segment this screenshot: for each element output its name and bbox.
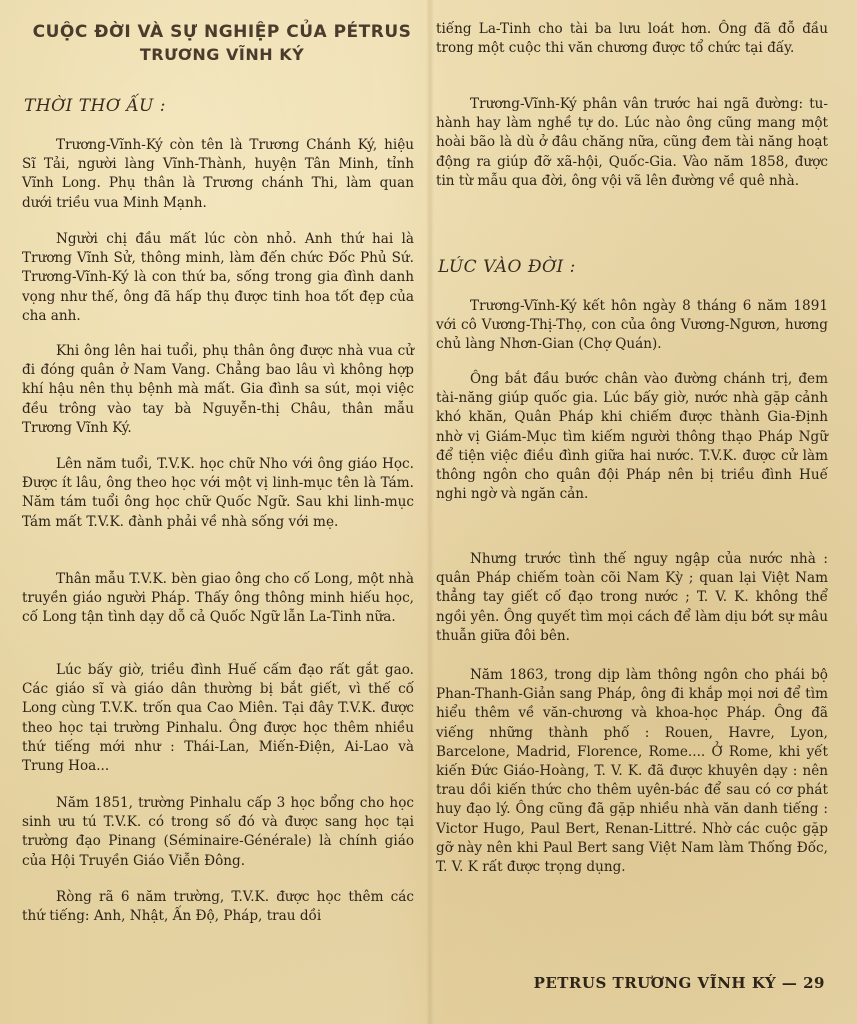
page-fold-shadow — [426, 0, 434, 1024]
paragraph: Nhưng trước tình thế nguy ngập của nước nhà : quân Pháp chiếm toàn cõi Nam Kỳ ; quan lại Việt Nam thẳng tay giết cố đạo trong nước ; T. V. K. không thể ngồi yên. Ông quyết tìm mọi cách để làm dịu bớt sự mâu thuẫn giữa đôi bên. — [436, 551, 828, 644]
paragraph: Trương-Vĩnh-Ký còn tên là Trương Chánh Ký, hiệu Sĩ Tải, người làng Vĩnh-Thành, huyện Tân Minh, tỉnh Vĩnh Long. Phụ thân là Trương chánh Thi, làm quan dưới triều vua Minh Mạnh. — [22, 137, 414, 211]
paragraph: Trương-Vĩnh-Ký kết hôn ngày 8 tháng 6 năm 1891 với cô Vương-Thị-Thọ, con của ông Vương-Ngươn, hương chủ làng Nhơn-Gian (Chợ Quán). — [436, 298, 828, 353]
page-title-line-1: CUỘC ĐỜI VÀ SỰ NGHIỆP CỦA PÉTRUS — [32, 22, 412, 42]
section-heading-childhood: THỜI THƠ ẤU : — [24, 96, 166, 116]
paragraph: Thân mẫu T.V.K. bèn giao ông cho cố Long, một nhà truyền giáo người Pháp. Thấy ông thông minh hiếu học, cố Long tận tình dạy dỗ cả Quốc Ngữ lẫn La-Tinh nữa. — [22, 571, 414, 626]
section-heading-adult-life: LÚC VÀO ĐỜI : — [438, 257, 576, 277]
paragraph: Năm 1863, trong dịp làm thông ngôn cho phái bộ Phan-Thanh-Giản sang Pháp, ông đi khắp mọi nơi để tìm hiểu thêm về văn-chương và khoa-học Pháp. Ông đã viếng những thành phố : Rouen, Havre, Lyon, Barcelone, Madrid, Florence, Rome.... Ở Rome, khi yết kiến Đức Giáo-Hoàng, T. V. K. đã được khuyên dạy : nên trau dồi kiến thức cho thêm uyên-bác để sau có cơ phát huy đạo lý. Ông cũng đã gặp nhiều nhà văn danh tiếng : Victor Hugo, Paul Bert, Renan-Littré. Nhờ các cuộc gặp gỡ này nên khi Paul Bert sang Việt Nam làm Thống Đốc, T. V. K rất được trọng dụng. — [436, 667, 828, 876]
paragraph: Năm 1851, trường Pinhalu cấp 3 học bổng cho học sinh ưu tú T.V.K. có trong số đó và được sang học tại trường đạo Pinang (Séminaire-Générale) là chính giáo của Hội Truyền Giáo Viễn Đông. — [22, 795, 414, 869]
running-title: PETRUS TRƯƠNG VĨNH KÝ — — [533, 974, 798, 992]
page-number: 29 — [803, 974, 825, 992]
paragraph: Lúc bấy giờ, triều đình Huế cấm đạo rất gắt gao. Các giáo sĩ và giáo dân thường bị bắt giết, vì thế cố Long cùng T.V.K. trốn qua Cao Miên. Tại đây T.V.K. được theo học tại trường Pinhalu. Ông được học thêm nhiều thứ tiếng mới như : Thái-Lan, Miến-Điện, Ai-Lao và Trung Hoa... — [22, 662, 414, 775]
paragraph-continued: tiếng La-Tinh cho tài ba lưu loát hơn. Ông đã đỗ đầu trong một cuộc thi văn chương được tổ chức tại đấy. — [436, 21, 828, 57]
paragraph: Người chị đầu mất lúc còn nhỏ. Anh thứ hai là Trương Vĩnh Sử, thông minh, làm đến chức Đốc Phủ Sứ. Trương-Vĩnh-Ký là con thứ ba, sống trong gia đình danh vọng như thế, ông đã hấp thụ được tinh hoa tốt đẹp của cha anh. — [22, 231, 414, 324]
paragraph: Khi ông lên hai tuổi, phụ thân ông được nhà vua cử đi đóng quân ở Nam Vang. Chẳng bao lâu vì không hợp khí hậu nên thụ bệnh mà mất. Gia đình sa sút, mọi việc đều trông vào tay bà Nguyễn-thị Châu, thân mẫu Trương Vĩnh Ký. — [22, 343, 414, 436]
page-title — [22, 20, 422, 66]
page-title-line-2: TRƯƠNG VĨNH KÝ — [139, 45, 305, 64]
paragraph: Lên năm tuổi, T.V.K. học chữ Nho với ông giáo Học. Được ít lâu, ông theo học với một vị linh-mục tên là Tám. Năm tám tuổi ông học chữ Quốc Ngữ. Sau khi linh-mục Tám mất T.V.K. đành phải về nhà sống với mẹ. — [22, 456, 414, 530]
paragraph: Trương-Vĩnh-Ký phân vân trước hai ngã đường: tu-hành hay làm nghề tự do. Lúc nào ông cũng mang một hoài bão là dù ở đâu chăng nữa, cũng đem tài năng hoạt động ra giúp đỡ xã-hội, Quốc-Gia. Vào năm 1858, được tin từ mẫu qua đời, ông vội vã lên đường về quê nhà. — [436, 96, 828, 189]
paragraph: Ròng rã 6 năm trường, T.V.K. được học thêm các thứ tiếng: Anh, Nhật, Ấn Độ, Pháp, trau dồi — [22, 889, 414, 925]
page-footer — [534, 974, 825, 992]
paragraph: Ông bắt đầu bước chân vào đường chánh trị, đem tài-năng giúp quốc gia. Lúc bấy giờ, nước nhà gặp cảnh khó khăn, Quân Pháp khi chiếm được thành Gia-Định nhờ vị Giám-Mục tìm kiếm người thông thạo Pháp Ngữ để tiện việc điều đình giữa hai nước. T.V.K. được cử làm thông ngôn cho quân đội Pháp nên bị triều đình Huế nghi ngờ và ngăn cản. — [436, 371, 828, 503]
